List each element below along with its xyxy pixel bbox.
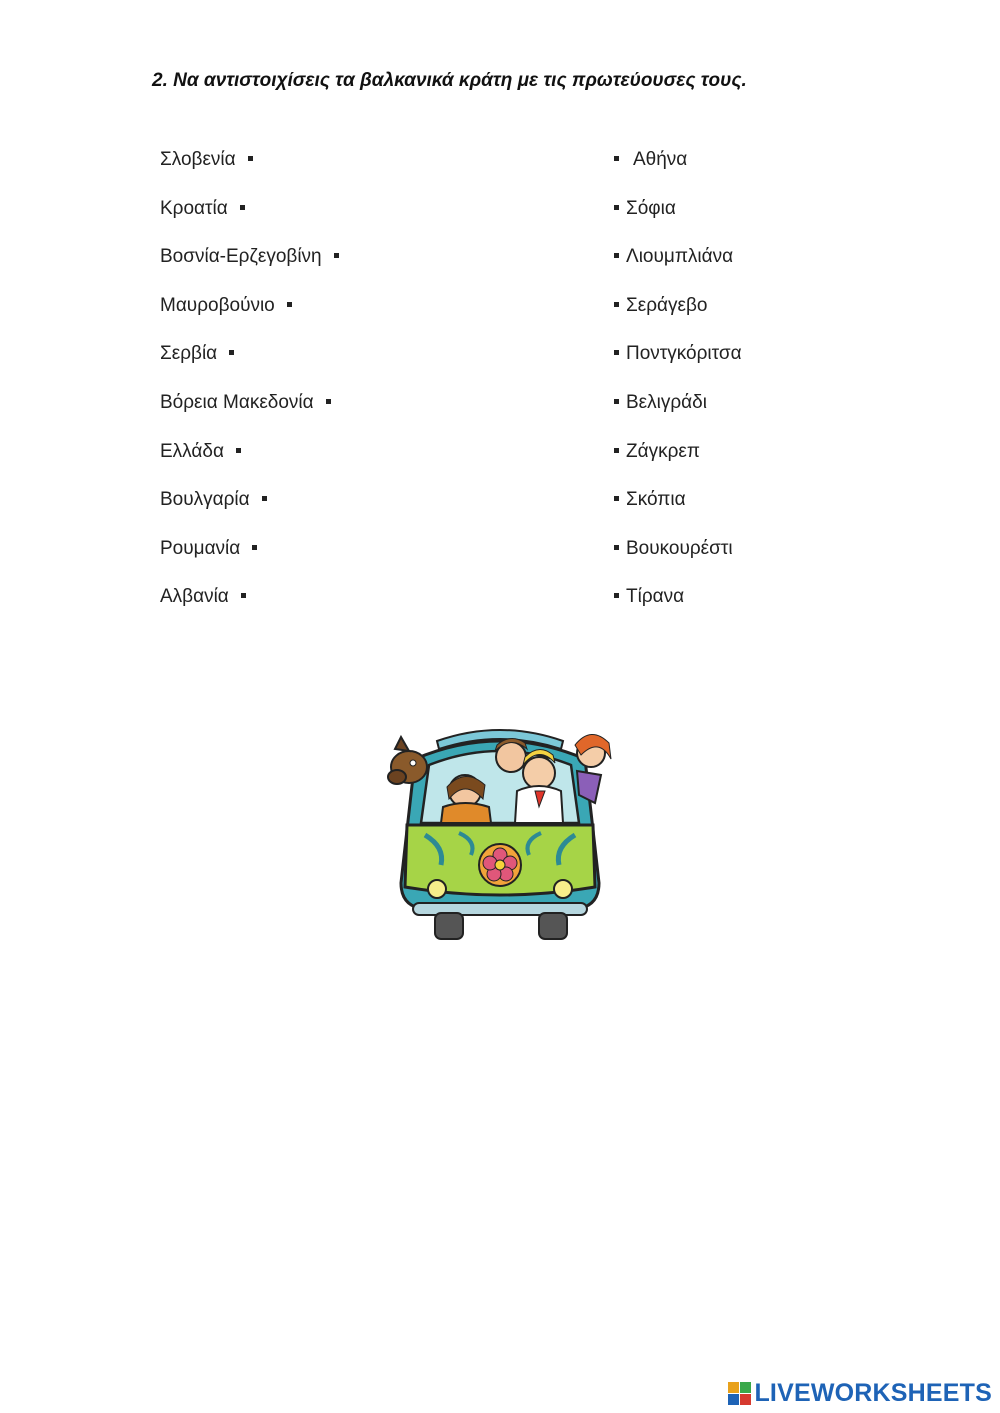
brand-name: LIVEWORKSHEETS	[754, 1378, 992, 1407]
capital-label: Σκόπια	[626, 489, 686, 511]
match-dot[interactable]	[614, 350, 619, 355]
country-label: Κροατία	[160, 197, 228, 219]
page-title: 2. Να αντιστοιχίσεις τα βαλκανικά κράτη με τις πρωτεύουσες τους.	[152, 70, 747, 91]
country-label: Βουλγαρία	[160, 489, 250, 511]
capital-label: Τίρανα	[626, 586, 685, 608]
match-dot[interactable]	[334, 253, 339, 258]
country-label: Μαυροβούνιο	[160, 294, 275, 316]
cartoon-van-illustration	[385, 715, 615, 943]
liveworksheets-brand	[728, 1379, 992, 1407]
capital-label: Λιουμπλιάνα	[626, 246, 734, 268]
capital-item	[614, 146, 742, 195]
match-dot[interactable]	[614, 156, 619, 161]
match-dot[interactable]	[614, 399, 619, 404]
country-item	[160, 340, 339, 389]
match-dot[interactable]	[262, 496, 267, 501]
match-dot[interactable]	[241, 593, 246, 598]
country-item	[160, 438, 339, 487]
logo-square-v	[728, 1394, 739, 1405]
match-dot[interactable]	[614, 302, 619, 307]
capital-label: Ποντγκόριτσα	[626, 343, 742, 365]
country-label: Σερβία	[160, 343, 218, 365]
country-label: Ελλάδα	[160, 440, 224, 462]
capital-item	[614, 292, 742, 341]
capital-label: Ζάγκρεπ	[626, 440, 700, 462]
capital-item	[614, 583, 742, 632]
capital-item	[614, 340, 742, 389]
capital-item	[614, 535, 742, 584]
capital-label: Βελιγράδι	[626, 391, 707, 413]
capital-label: Σεράγεβο	[626, 294, 708, 316]
match-dot[interactable]	[240, 205, 245, 210]
logo-square-e	[740, 1394, 751, 1405]
country-item	[160, 583, 339, 632]
country-item	[160, 195, 339, 244]
match-dot[interactable]	[614, 253, 619, 258]
capital-item	[614, 243, 742, 292]
match-dot[interactable]	[326, 399, 331, 404]
capital-label: Βουκουρέστι	[626, 537, 733, 559]
capital-item	[614, 438, 742, 487]
match-dot[interactable]	[236, 448, 241, 453]
match-dot[interactable]	[287, 302, 292, 307]
capital-item	[614, 389, 742, 438]
capital-label: Σόφια	[626, 197, 676, 219]
country-item	[160, 535, 339, 584]
country-label: Βοσνία-Ερζεγοβίνη	[160, 246, 322, 268]
capital-label: Αθήνα	[633, 149, 688, 170]
capital-item	[614, 486, 742, 535]
match-dot[interactable]	[252, 545, 257, 550]
country-label: Σλοβενία	[160, 149, 236, 170]
match-dot[interactable]	[614, 545, 619, 550]
countries-list	[160, 146, 339, 632]
country-item	[160, 292, 339, 341]
match-dot[interactable]	[614, 496, 619, 501]
country-label: Αλβανία	[160, 586, 229, 608]
country-item	[160, 389, 339, 438]
capital-item	[614, 195, 742, 244]
country-item	[160, 243, 339, 292]
logo-square-i	[740, 1382, 751, 1393]
logo-square-l	[728, 1382, 739, 1393]
country-item	[160, 146, 339, 195]
country-label: Ρουμανία	[160, 537, 241, 559]
country-label: Βόρεια Μακεδονία	[160, 391, 314, 413]
country-item	[160, 486, 339, 535]
match-dot[interactable]	[614, 593, 619, 598]
capitals-list	[614, 146, 742, 632]
match-dot[interactable]	[614, 448, 619, 453]
match-dot[interactable]	[614, 205, 619, 210]
liveworksheets-logo-icon	[728, 1382, 751, 1405]
match-dot[interactable]	[248, 156, 253, 161]
match-dot[interactable]	[229, 350, 234, 355]
